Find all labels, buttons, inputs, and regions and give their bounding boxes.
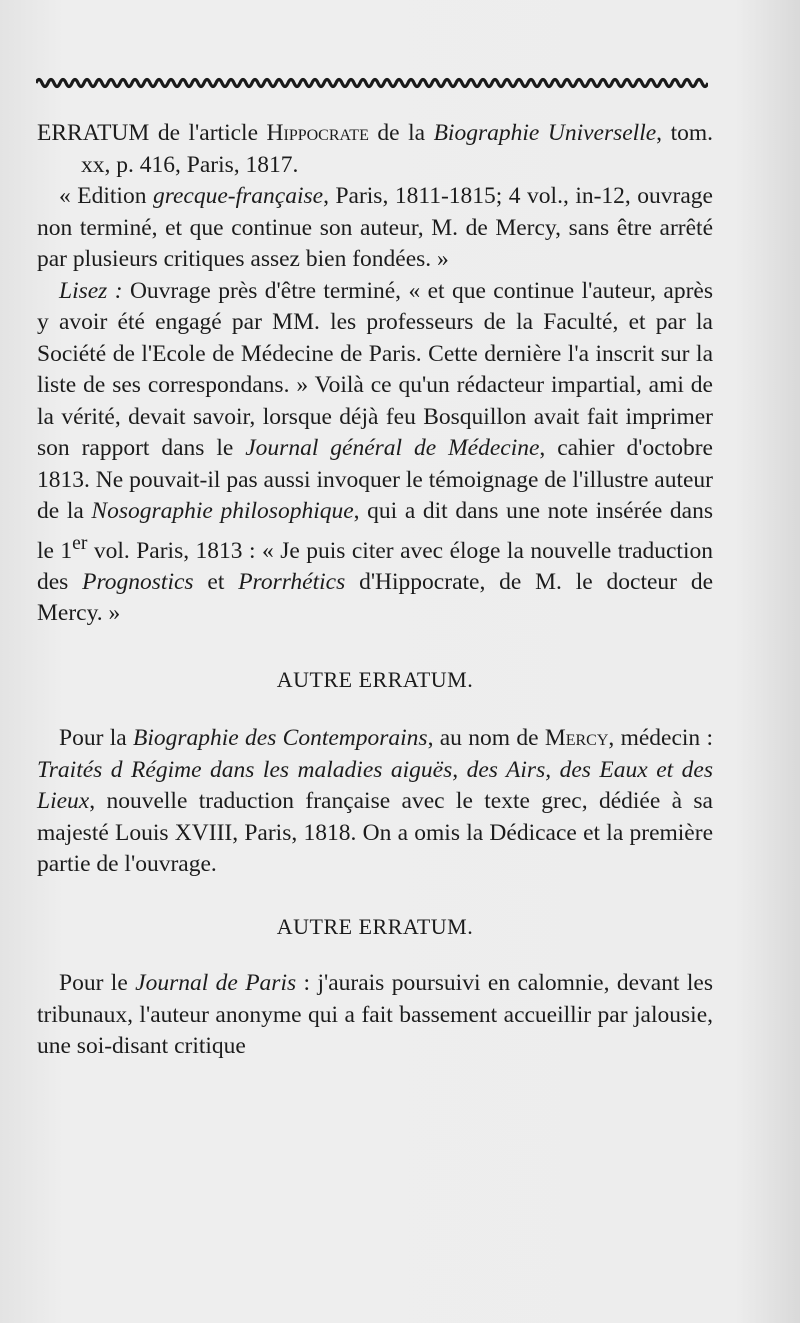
- work-title: Biographie Universelle: [433, 120, 657, 146]
- quote-paragraph: « Edition grecque-française, Paris, 1811-1815; 4 vol., in-12, ouvrage non terminé, et que continue son auteur, M. de Mercy, sans être arrêté par plusieurs critiques assez bien fondées. »: [37, 183, 713, 272]
- lisez-label: Lisez :: [59, 277, 123, 304]
- erratum-head: ERRATUM: [37, 120, 150, 146]
- ornamental-rule: [36, 74, 708, 92]
- lisez-paragraph: Lisez : Ouvrage près d'être terminé, « et que continue l'auteur, après y avoir été engagé par MM. les professeurs de la Faculté, et par la Société de l'Ecole de Médecine de Paris. Cette dernière l'a inscrit sur la liste de ses correspondans. » Voilà ce qu'un rédacteur impartial, ami de la vérité, devait savoir, lorsque déjà feu Bosquillon avait fait imprimer son rapport dans le Journal général de Médecine, cahier d'octobre 1813. Ne pouvait-il pas aussi invoquer le témoignage de l'illustre auteur de la Nosographie philosophique, qui a dit dans une note insérée dans le 1er vol. Paris, 1813 : « Je puis citer avec éloge la nouvelle traduction des Prognostics et Prorrhétics d'Hippocrate, de M. le docteur de Mercy. »: [37, 277, 713, 627]
- document-body: [37, 118, 713, 1063]
- autre-erratum-paragraph: Pour la Biographie des Contemporains, au nom de Mercy, médecin : Traités d Régime dans les maladies aiguës, des Airs, des Eaux et des Lieux, nouvelle traduction française avec le texte grec, dédiée à sa majesté Louis XVIII, Paris, 1818. On a omis la Dédicace et la première partie de l'ouvrage.: [37, 725, 714, 878]
- section-heading: AUTRE ERRATUM.: [276, 913, 474, 939]
- article-name: Hippocrate: [266, 120, 369, 146]
- autre-erratum-paragraph: Pour le Journal de Paris : j'aurais poursuivi en calomnie, devant les tribunaux, l'auteur anonyme qui a fait bassement accueillir par jalousie, une soi-disant critique: [37, 970, 713, 1060]
- section-heading: AUTRE ERRATUM.: [276, 666, 474, 692]
- erratum-title: ERRATUM de l'article Hippocrate de la Biographie Universelle, tom. xx, p. 416, Paris, 1817.: [37, 120, 714, 178]
